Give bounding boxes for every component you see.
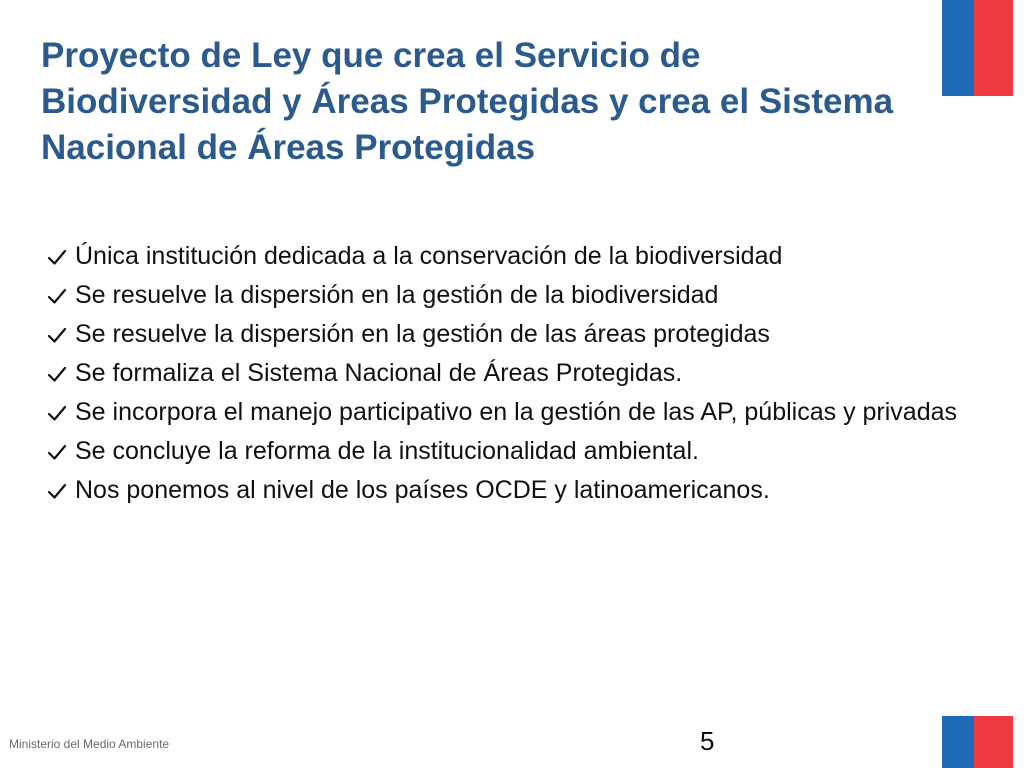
bullet-text: Nos ponemos al nivel de los países OCDE y latinoamericanos. — [75, 476, 770, 504]
bullet-list — [47, 240, 1009, 513]
bullet-text: Se formaliza el Sistema Nacional de Áreas Protegidas. — [75, 359, 683, 387]
bullet-text: Única institución dedicada a la conservación de la biodiversidad — [75, 242, 783, 270]
bullet-text: Se resuelve la dispersión en la gestión de las áreas protegidas — [75, 320, 770, 348]
checkmark-icon — [47, 474, 75, 507]
bullet-text: Se concluye la reforma de la institucionalidad ambiental. — [75, 437, 699, 465]
checkmark-icon — [47, 279, 75, 312]
bullet-item — [47, 474, 1009, 507]
flag-red-stripe — [974, 0, 1013, 96]
checkmark-icon — [47, 435, 75, 468]
bullet-item — [47, 357, 1009, 390]
bullet-text: Se incorpora el manejo participativo en la gestión de las AP, públicas y privadas — [75, 398, 958, 426]
slide-title: Proyecto de Ley que crea el Servicio de Biodiversidad y Áreas Protegidas y crea el Sistema Nacional de Áreas Protegidas — [41, 36, 894, 167]
flag-red-stripe — [974, 716, 1013, 768]
flag-stripes-top — [942, 0, 1013, 96]
checkmark-icon — [47, 396, 75, 429]
footer-ministry-label: Ministerio del Medio Ambiente — [9, 737, 170, 751]
flag-stripes-bottom — [942, 716, 1013, 768]
bullet-text: Se resuelve la dispersión en la gestión de la biodiversidad — [75, 281, 719, 309]
bullet-item — [47, 240, 1009, 273]
bullet-item — [47, 279, 1009, 312]
bullet-item — [47, 435, 1009, 468]
flag-blue-stripe — [942, 716, 974, 768]
checkmark-icon — [47, 318, 75, 351]
checkmark-icon — [47, 357, 75, 390]
bullet-item — [47, 318, 1009, 351]
checkmark-icon — [47, 240, 75, 273]
page-number: 5 — [700, 726, 715, 756]
flag-blue-stripe — [942, 0, 974, 96]
bullet-item — [47, 396, 1009, 429]
